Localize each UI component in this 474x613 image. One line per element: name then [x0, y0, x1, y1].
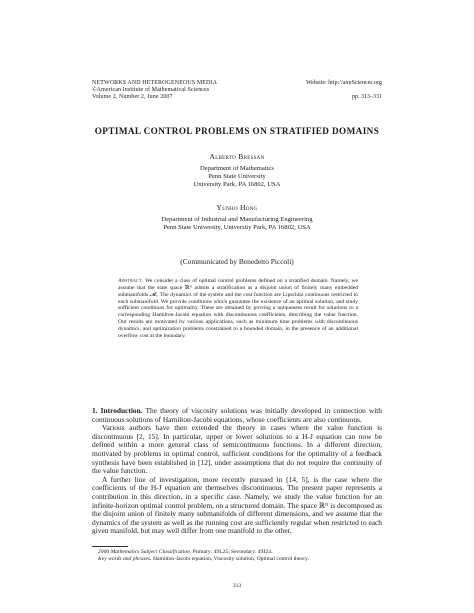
journal-name: NETWORKS AND HETEROGENEOUS MEDIA: [92, 80, 218, 86]
affiliation-line: Penn State University: [208, 173, 266, 180]
paper-title: OPTIMAL CONTROL PROBLEMS ON STRATIFIED DOMAINS: [94, 126, 380, 136]
journal-header: [92, 80, 217, 101]
affiliation-line: Penn State University, University Park, PA 16802, USA: [163, 224, 311, 231]
journal-header-right: [306, 80, 382, 101]
paragraph: A further line of investigation, more recently pursued in [14, 5], is the case where the coefficients of the H-J equation are themselves discontinuous. The present paper represents a contribution in this direction, in a specific case. Namely, we study the value function for an infinite-horizon optimal control problem, on a structured domain. The space ℝᴺ is decomposed as the disjoint union of finitely many submanifolds of different dimensions, and we assume that the dynamics of the system as well as the running cost are sufficiently regular when restricted to each given manifold, but may well differ from one manifold to the other.: [92, 474, 382, 536]
section-heading: 1. Introduction.: [92, 406, 143, 415]
footnotes: [92, 549, 382, 563]
page-range: pp. 313–331: [352, 94, 382, 100]
affiliation-line: University Park, PA 16802, USA: [193, 181, 281, 188]
msc-label: 2000 Mathematics Subject Classification.: [98, 549, 192, 555]
paragraph: Various authors have then extended the theory in cases where the value function is discontinuous [2, 15]. In particular, upper or lower solutions to a H-J equation can now be defined within a more general class of semicontinuous functions. In a different direction, motivated by problems in optimal control, sufficient conditions for the optimality of a feedback synthesis have been established in [12], under assumptions that do not require the continuity of the value function.: [92, 423, 382, 476]
affiliation-line: Department of Mathematics: [200, 165, 274, 172]
affiliation-line: Department of Industrial and Manufacturing Engineering: [161, 216, 313, 223]
author-affiliation: [0, 216, 474, 232]
keywords-text: Hamilton-Jacobi equation, Viscosity solution, Optimal control theory.: [152, 556, 309, 562]
msc-text: Primary: 49L25; Secondary: 49J24.: [192, 549, 273, 555]
msc-footnote: [92, 549, 382, 556]
abstract-label: Abstract.: [118, 278, 144, 284]
copyright-line: ©American Institute of Mathematical Sciences: [92, 87, 210, 93]
paragraph: [92, 407, 382, 424]
author-name: Yunho Hong: [216, 203, 258, 212]
abstract-text: We consider a class of optimal control problems defined on a stratified domain. Namely, we assume that the state space ℝᴺ admits a stratification as a disjoint union of finitely many embedded submanifolds 𝓜ᵢ. The dynamics of the system and the cost function are Lipschitz continuous restricted to each submanifold. We provide conditions which guarantee the existence of an optimal solution, and study sufficient conditions for optimality. These are obtained by proving a uniqueness result for solutions to a corresponding Hamilton-Jacobi equation with discontinuous coefficients, describing the value function. Our results are motivated by various applications, such as minimum time problems with discontinuous dynamics, and optimization problems constrained to a bounded domain, in the presence of an additional overflow cost at the boundary.: [118, 278, 358, 339]
communicated-by: (Communicated by Benedetto Piccoli): [180, 257, 294, 266]
website-line: Website: http://aimSciences.org: [305, 80, 382, 86]
body-text: [92, 407, 382, 536]
keywords-footnote: [92, 556, 382, 563]
page-number: 313: [232, 583, 242, 589]
paragraph-text: The theory of viscosity solutions was initially developed in connection with continuous solutions of Hamilton-Jacobi equations, whose coefficients are also continuous.: [92, 406, 382, 424]
abstract: [118, 278, 358, 340]
volume-line: Volume 2, Number 2, June 2007: [92, 94, 173, 100]
keywords-label: Key words and phrases.: [98, 556, 152, 562]
author-name: Alberto Bressan: [209, 152, 265, 161]
author-affiliation: [0, 165, 474, 189]
footnote-rule: [92, 546, 128, 547]
